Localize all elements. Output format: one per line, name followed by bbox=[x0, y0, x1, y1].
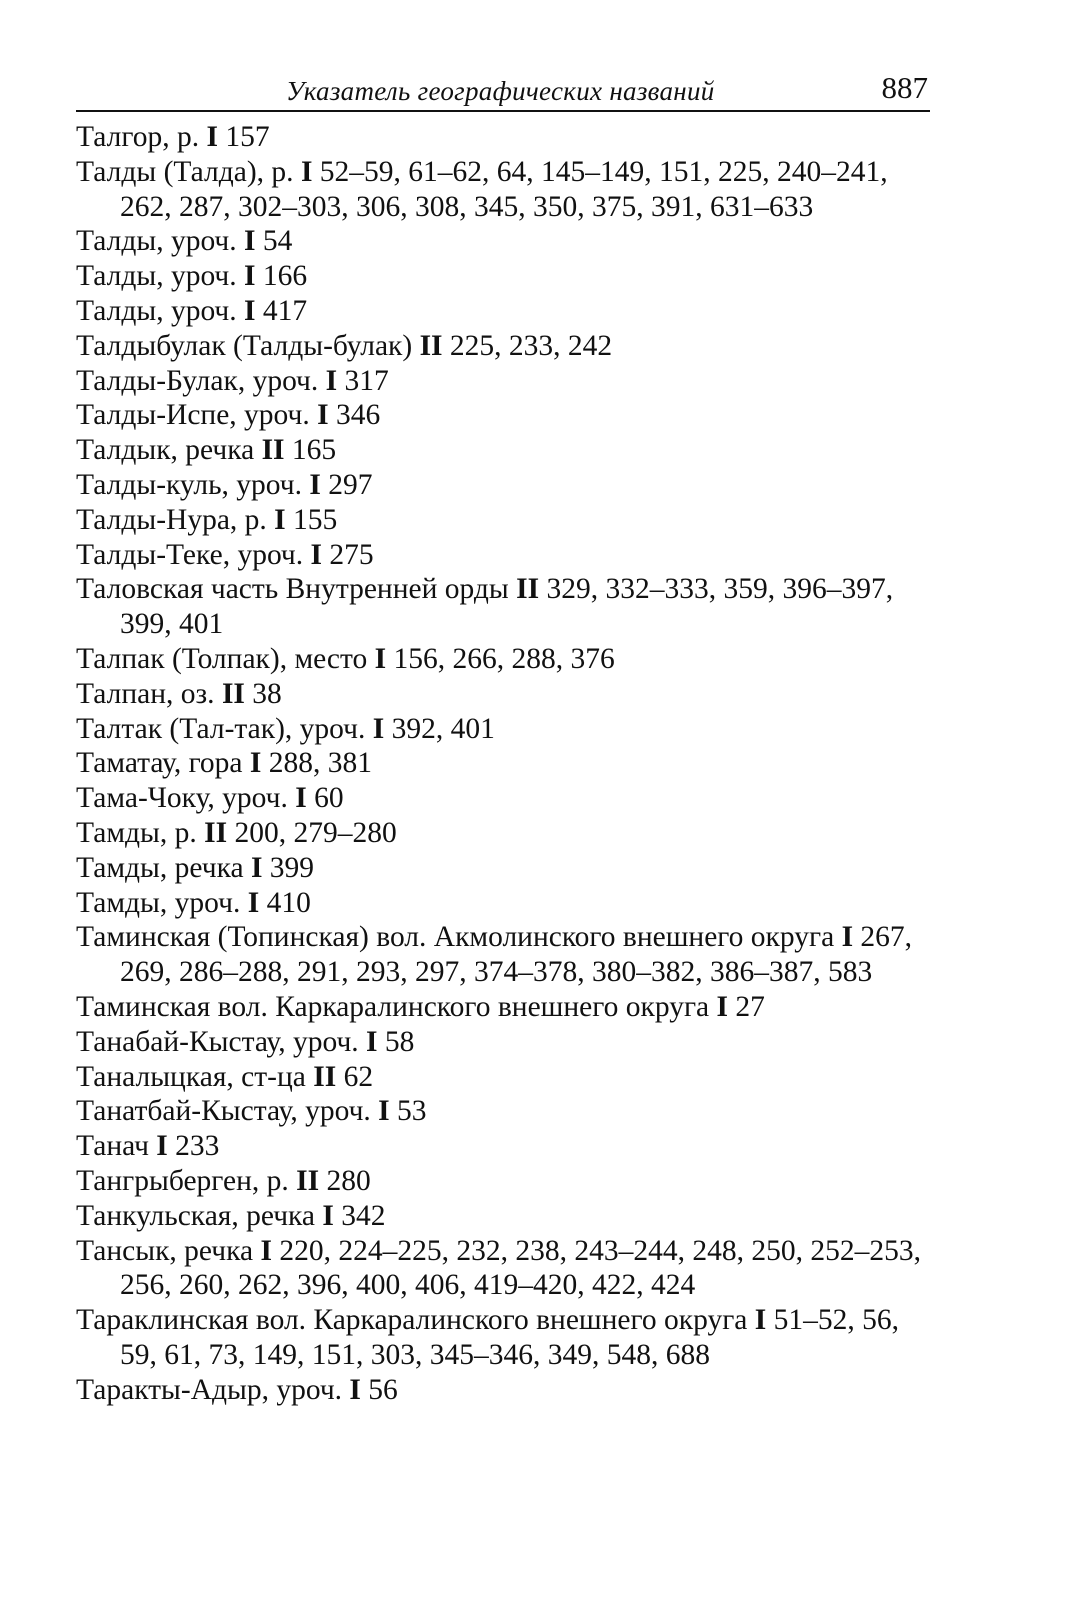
index-entry bbox=[76, 224, 934, 259]
index-entry bbox=[76, 677, 934, 712]
entry-pages: 346 bbox=[335, 399, 381, 432]
entry-volume: I bbox=[260, 1234, 272, 1267]
running-header bbox=[76, 66, 930, 112]
entry-volume: I bbox=[249, 747, 262, 780]
index-entry bbox=[76, 433, 934, 468]
entry-volume: I bbox=[317, 399, 329, 432]
index-entry bbox=[76, 259, 934, 294]
index-entry bbox=[76, 1094, 934, 1129]
entry-pages: 288, 381 bbox=[268, 747, 373, 780]
entry-name: Тансык, речка bbox=[76, 1234, 254, 1267]
entry-name: Тама-Чоку, уроч. bbox=[76, 782, 288, 815]
entry-name: Талды-Испе, уроч. bbox=[76, 399, 310, 432]
entry-volume: I bbox=[274, 503, 286, 536]
entry-volume: I bbox=[250, 851, 263, 884]
entry-name: Талдыбулак (Талды-булак) bbox=[76, 329, 413, 362]
entry-name: Таминская вол. Каркаралинского внешнего округа bbox=[76, 990, 710, 1023]
entry-name: Таракты-Адыр, уроч. bbox=[76, 1373, 343, 1406]
entry-pages: 38 bbox=[252, 677, 282, 710]
index-entry bbox=[76, 1129, 934, 1164]
entry-volume: I bbox=[310, 538, 323, 571]
entry-volume: I bbox=[300, 155, 313, 188]
entry-name: Тараклинская вол. Каркаралинского внешнего округа bbox=[76, 1304, 748, 1337]
entry-volume: I bbox=[366, 1025, 378, 1058]
entry-name: Талпак (Толпак), место bbox=[76, 642, 368, 675]
entry-name: Танабай-Кыстау, уроч. bbox=[76, 1025, 359, 1058]
entry-volume: II bbox=[204, 816, 228, 849]
entry-pages: 410 bbox=[266, 886, 311, 919]
entry-volume: I bbox=[156, 1130, 168, 1163]
entry-pages: 166 bbox=[262, 260, 308, 293]
entry-name: Талды (Талда), р. bbox=[76, 155, 294, 188]
entry-pages: 51–52, 56, 59, 61, 73, 149, 151, 303, 345–346, 349, 548, 688 bbox=[120, 1304, 899, 1371]
entry-pages: 225, 233, 242 bbox=[449, 329, 613, 362]
entry-volume: I bbox=[754, 1304, 767, 1337]
entry-volume: I bbox=[349, 1373, 361, 1406]
entry-name: Таловская часть Внутренней орды bbox=[76, 573, 509, 606]
entry-pages: 275 bbox=[329, 538, 374, 571]
entry-volume: I bbox=[244, 294, 256, 327]
index-entry bbox=[76, 364, 934, 399]
entry-name: Талды-куль, уроч. bbox=[76, 468, 303, 501]
entry-volume: II bbox=[419, 329, 443, 362]
entry-pages: 58 bbox=[384, 1025, 415, 1058]
running-title: Указатель географических названий bbox=[286, 76, 715, 106]
entry-pages: 297 bbox=[328, 468, 373, 501]
entry-pages: 54 bbox=[262, 225, 293, 258]
index-entry bbox=[76, 920, 934, 990]
index-entry bbox=[76, 746, 934, 781]
entry-volume: I bbox=[295, 782, 307, 815]
index-entry bbox=[76, 294, 934, 329]
entry-volume: II bbox=[261, 434, 285, 467]
entry-name: Талды, уроч. bbox=[76, 294, 237, 327]
entry-name: Талды, уроч. bbox=[76, 225, 237, 258]
index-entry bbox=[76, 1303, 934, 1373]
entry-volume: II bbox=[296, 1164, 320, 1197]
entry-pages: 200, 279–280 bbox=[234, 816, 397, 849]
entry-pages: 329, 332–333, 359, 396–397, 399, 401 bbox=[120, 573, 894, 641]
entry-volume: I bbox=[206, 121, 218, 153]
entry-pages: 317 bbox=[344, 364, 389, 397]
entry-name: Тамды, уроч. bbox=[76, 886, 241, 919]
index-entry bbox=[76, 712, 934, 747]
entry-volume: I bbox=[372, 712, 385, 745]
index-entry bbox=[76, 1234, 934, 1304]
entry-pages: 165 bbox=[291, 434, 337, 467]
entry-volume: I bbox=[325, 364, 338, 397]
entry-name: Тамды, речка bbox=[76, 851, 244, 884]
entry-name: Танатбай-Кыстау, уроч. bbox=[76, 1095, 371, 1128]
entry-name: Талды, уроч. bbox=[76, 260, 237, 293]
entry-name: Талтак (Тал-так), уроч. bbox=[76, 712, 366, 745]
entry-pages: 342 bbox=[341, 1199, 386, 1232]
entry-name: Танач bbox=[76, 1130, 149, 1163]
entry-pages: 52–59, 61–62, 64, 145–149, 151, 225, 240–241, 262, 287, 302–303, 306, 308, 345, 350, 375, 391, 631–633 bbox=[120, 155, 888, 223]
entry-name: Танкульская, речка bbox=[76, 1199, 316, 1232]
index-entry bbox=[76, 816, 934, 851]
entry-name: Талды-Булак, уроч. bbox=[76, 364, 319, 397]
entry-pages: 156, 266, 288, 376 bbox=[393, 642, 615, 675]
index-entry bbox=[76, 642, 934, 677]
entry-name: Талды-Теке, уроч. bbox=[76, 538, 304, 571]
page-number: 887 bbox=[881, 70, 928, 105]
entry-volume: II bbox=[516, 573, 540, 606]
entry-pages: 417 bbox=[262, 294, 308, 327]
index-entries bbox=[76, 120, 934, 1407]
entry-pages: 392, 401 bbox=[391, 712, 495, 745]
index-entry bbox=[76, 990, 934, 1025]
entry-volume: I bbox=[322, 1199, 334, 1232]
entry-name: Таналыцкая, ст-ца bbox=[76, 1060, 306, 1093]
index-entry bbox=[76, 1060, 934, 1095]
entry-pages: 399 bbox=[269, 851, 315, 884]
index-entry bbox=[76, 1199, 934, 1234]
entry-volume: I bbox=[841, 921, 854, 954]
entry-volume: I bbox=[374, 642, 387, 675]
index-entry bbox=[76, 503, 934, 538]
entry-pages: 280 bbox=[326, 1164, 371, 1197]
entry-name: Тамды, р. bbox=[76, 816, 197, 849]
index-entry bbox=[76, 781, 934, 816]
index-entry bbox=[76, 538, 934, 573]
index-entry bbox=[76, 1025, 934, 1060]
index-entry bbox=[76, 851, 934, 886]
entry-name: Талпан, оз. bbox=[76, 677, 215, 710]
index-entry bbox=[76, 468, 934, 503]
entry-volume: I bbox=[244, 260, 256, 293]
index-entry bbox=[76, 572, 934, 642]
entry-name: Тангрыберген, р. bbox=[76, 1164, 289, 1197]
index-entry bbox=[76, 329, 934, 364]
entry-volume: II bbox=[313, 1060, 337, 1093]
entry-pages: 157 bbox=[225, 121, 270, 153]
entry-pages: 233 bbox=[175, 1130, 220, 1163]
entry-pages: 155 bbox=[293, 503, 338, 536]
entry-volume: I bbox=[244, 225, 256, 258]
index-entry bbox=[76, 1164, 934, 1199]
entry-name: Таматау, гора bbox=[76, 747, 243, 780]
index-entry bbox=[76, 155, 934, 225]
index-entry bbox=[76, 1373, 934, 1408]
entry-name: Таминская (Топинская) вол. Акмолинского внешнего округа bbox=[76, 921, 835, 954]
entry-pages: 62 bbox=[343, 1060, 374, 1093]
entry-volume: I bbox=[309, 468, 321, 501]
entry-volume: I bbox=[378, 1095, 390, 1128]
entry-volume: I bbox=[247, 886, 260, 919]
entry-name: Талдык, речка bbox=[76, 434, 255, 467]
entry-volume: II bbox=[221, 677, 245, 710]
index-entry bbox=[76, 886, 934, 921]
entry-volume: I bbox=[716, 990, 729, 1023]
entry-pages: 267, 269, 286–288, 291, 293, 297, 374–378, 380–382, 386–387, 583 bbox=[120, 921, 913, 989]
index-entry bbox=[76, 398, 934, 433]
entry-name: Талгор, р. bbox=[76, 121, 200, 153]
entry-pages: 53 bbox=[397, 1095, 427, 1128]
entry-pages: 60 bbox=[314, 782, 344, 815]
entry-pages: 56 bbox=[368, 1373, 398, 1406]
entry-pages: 220, 224–225, 232, 238, 243–244, 248, 250, 252–253, 256, 260, 262, 396, 400, 406, 419–420, 422, 424 bbox=[120, 1234, 921, 1302]
index-entry bbox=[76, 120, 934, 155]
entry-pages: 27 bbox=[735, 990, 765, 1023]
entry-name: Талды-Нура, р. bbox=[76, 503, 267, 536]
